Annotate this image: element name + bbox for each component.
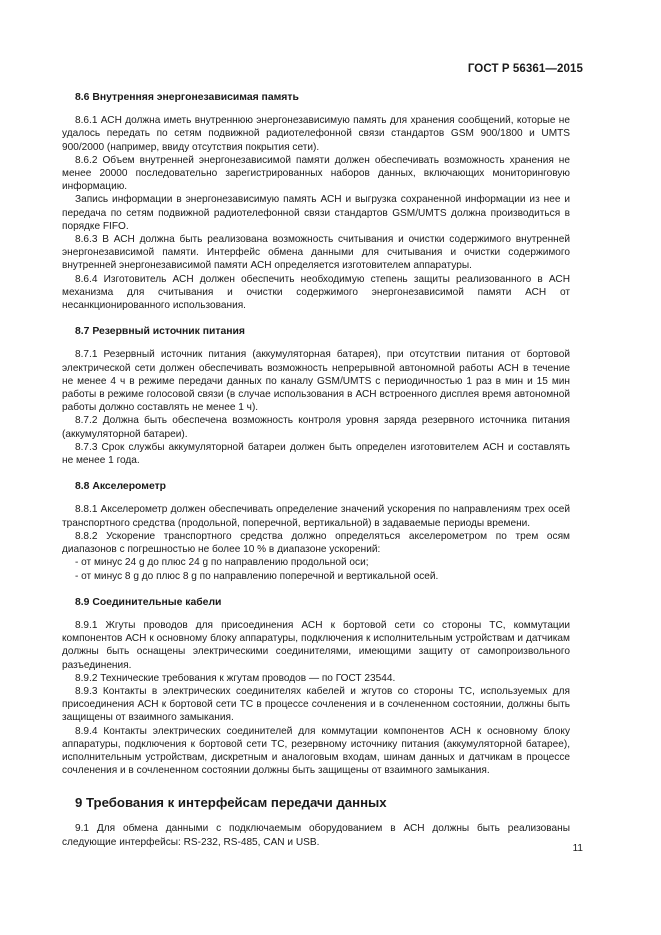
paragraph: 8.6.1 АСН должна иметь внутреннюю энергонезависимую память для хранения сообщений, которые не удалось передать по сетям подвижной радиотелефонной связи стандартов GSM 900/1800 и UMTS 900/2000 (например, ввиду отсутствия покрытия сети). bbox=[62, 115, 570, 153]
list-item: - от минус 24 g до плюс 24 g по направлению продольной оси; bbox=[75, 557, 369, 569]
paragraph: 8.8.2 Ускорение транспортного средства должно определяться акселерометром по трем осям диапазонов с погрешностью не более 10 % в диапазоне ускорений: bbox=[62, 530, 570, 556]
section-8-7 bbox=[62, 325, 570, 467]
paragraph: 8.9.4 Контакты электрических соединителей для коммутации компонентов АСН к основному блоку аппаратуры, подключения к бортовой сети ТС, резервному источнику питания (аккумуляторной батарее), исполнительным устройствам, дискретным и аналоговым входам, шинам данных и датчикам в процессе сочленения и в сочлененном состоянии должны быть защищены от взаимного замыкания. bbox=[62, 725, 570, 777]
section-8-6 bbox=[62, 91, 570, 312]
page-number: 11 bbox=[572, 843, 583, 854]
paragraph: 8.9.1 Жгуты проводов для присоединения АСН к бортовой сети со стороны ТС, коммутации компонентов АСН к основному блоку аппаратуры, подключения к исполнительным устройствам и датчикам должны быть оснащены электрическими соединителями, имеющими защиту от самопроизвольного разъединения. bbox=[62, 619, 570, 671]
section-heading: 8.6 Внутренняя энергонезависимая память bbox=[75, 92, 299, 103]
section-heading: 8.8 Акселерометр bbox=[75, 481, 167, 493]
paragraph: 8.6.4 Изготовитель АСН должен обеспечить необходимую степень защиты реализованного в АСН механизма для считывания и очистки содержимого энергонезависимой памяти АСН от несанкционированного использования. bbox=[62, 273, 570, 312]
document-code: ГОСТ Р 56361—2015 bbox=[467, 63, 583, 75]
paragraph: 8.9.2 Технические требования к жгутам проводов — по ГОСТ 23544. bbox=[75, 672, 396, 684]
document-body bbox=[62, 91, 570, 849]
section-8-9 bbox=[62, 596, 570, 778]
section-heading: 8.9 Соединительные кабели bbox=[75, 596, 222, 608]
paragraph: 8.7.2 Должна быть обеспечена возможность контроля уровня заряда резервного источника питания (аккумуляторной батареи). bbox=[62, 415, 570, 440]
paragraph: 8.9.3 Контакты в электрических соединителях кабелей и жгутов со стороны ТС, используемых для присоединения АСН к бортовой сети ТС в процессе сочленения и в сочлененном состоянии, должны быть защищены от взаимного замыкания. bbox=[62, 685, 570, 724]
paragraph: 9.1 Для обмена данными с подключаемым оборудованием в АСН должны быть реализованы следующие интерфейсы: RS-232, RS-485, CAN и USB. bbox=[62, 823, 570, 848]
paragraph: Запись информации в энергонезависимую память АСН и выгрузка сохраненной информации из нее и передача по сетям подвижной радиотелефонной связи стандартов GSM/UMTS должна производиться в порядке FIFO. bbox=[62, 194, 570, 232]
chapter-heading: 9 Требования к интерфейсам передачи данных bbox=[75, 795, 387, 811]
section-8-8 bbox=[62, 480, 570, 582]
paragraph: 8.7.1 Резервный источник питания (аккумуляторная батарея), при отсутствии питания от бортовой электрической сети должен обеспечивать возможность непрерывной автономной работы АСН в течение не менее 4 ч в режиме передачи данных по каналу GSM/UMTS с периодичностью 1 раз в мин и 15 мин работы в режиме голосовой связи (в случае использования в АСН встроенного дисплея время автономной работы должно составлять не менее 1 ч). bbox=[62, 349, 570, 414]
section-9 bbox=[62, 795, 570, 848]
paragraph: 8.7.3 Срок службы аккумуляторной батареи должен быть определен изготовителем АСН и составлять не менее 1 года. bbox=[62, 441, 570, 467]
paragraph: 8.8.1 Акселерометр должен обеспечивать определение значений ускорения по направлениям трех осей транспортного средства (продольной, поперечной, вертикальной) в задаваемые периоды времени. bbox=[62, 504, 570, 529]
list-item: - от минус 8 g до плюс 8 g по направлению поперечной и вертикальной осей. bbox=[75, 570, 439, 582]
paragraph: 8.6.3 В АСН должна быть реализована возможность считывания и очистки содержимого внутренней энергонезависимой памяти. Интерфейс обмена данными для считывания и очистки содержимого внутренней энергонезависимой памяти АСН определяется изготовителем аппаратуры. bbox=[62, 234, 570, 272]
section-heading: 8.7 Резервный источник питания bbox=[75, 326, 245, 338]
paragraph: 8.6.2 Объем внутренней энергонезависимой памяти должен обеспечивать возможность хранения не менее 20000 последовательно зарегистрированных наборов данных, включающих мониторинговую информацию. bbox=[62, 154, 570, 193]
